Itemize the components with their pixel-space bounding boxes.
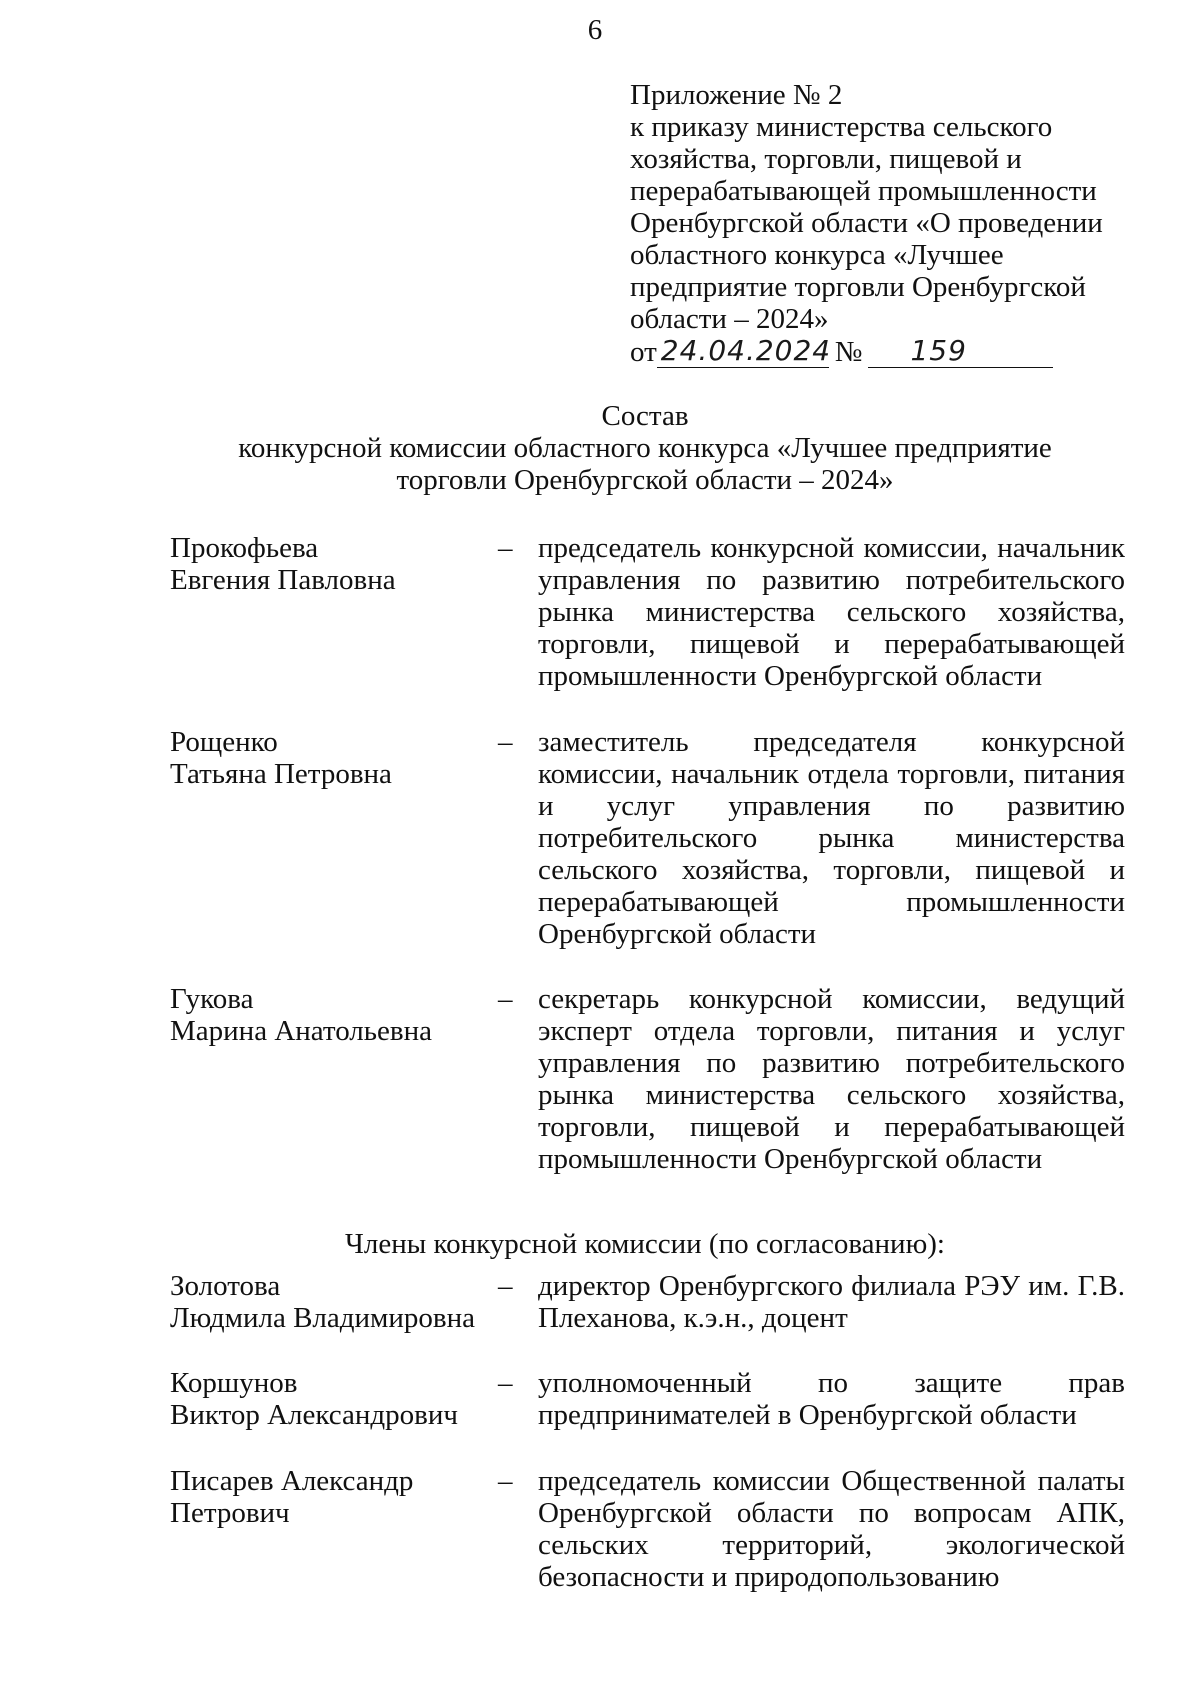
title-line: Состав (601, 400, 689, 432)
commission-row (170, 726, 1125, 950)
member-name (170, 983, 498, 1175)
appendix-line: области – 2024» (630, 303, 829, 335)
member-role: председатель конкурсной комиссии, начальник управления по развитию потребительского рынка министерства сельского хозяйства, торговли, пищевой и перерабатывающей промышленности Оренбургской области (538, 532, 1125, 692)
member-role: председатель комиссии Общественной палаты Оренбургской области по вопросам АПК, сельских территорий, экологической безопасности и природопользованию (538, 1465, 1125, 1593)
given-names: Виктор Александрович (170, 1399, 458, 1431)
surname: Гукова (170, 983, 254, 1015)
member-name (170, 1465, 498, 1593)
surname: Писарев Александр (170, 1465, 414, 1497)
document-title (0, 400, 1200, 496)
appendix-line: к приказу министерства сельского (630, 111, 1053, 143)
commission-row (170, 1270, 1125, 1334)
appendix-line: хозяйства, торговли, пищевой и (630, 143, 1022, 175)
given-names: Людмила Владимировна (170, 1302, 475, 1334)
commission-row (170, 1465, 1125, 1593)
page-number: 6 (587, 14, 603, 46)
dash: – (498, 726, 513, 758)
member-name (170, 1367, 498, 1431)
member-name (170, 1270, 498, 1334)
member-role: заместитель председателя конкурсной комиссии, начальник отдела торговли, питания и услуг управления по развитию потребительского рынка министерства сельского хозяйства, торговли, пищевой и перерабатывающей промышленности Оренбургской области (538, 726, 1125, 950)
given-names: Марина Анатольевна (170, 1015, 432, 1047)
commission-row (170, 532, 1125, 692)
appendix-line: перерабатывающей промышленности (630, 175, 1097, 207)
member-role: уполномоченный по защите прав предпринимателей в Оренбургской области (538, 1367, 1125, 1431)
number-prefix: № (834, 336, 863, 368)
dash: – (498, 1270, 513, 1302)
dash: – (498, 1367, 513, 1399)
commission-row (170, 983, 1125, 1175)
appendix-line: областного конкурса «Лучшее (630, 239, 1004, 271)
surname: Золотова (170, 1270, 281, 1302)
surname: Рощенко (170, 726, 278, 758)
appendix-line: Оренбургской области «О проведении (630, 207, 1103, 239)
surname: Коршунов (170, 1367, 298, 1399)
date-prefix: от (630, 336, 657, 368)
member-role: директор Оренбургского филиала РЭУ им. Г.В. Плеханова, к.э.н., доцент (538, 1270, 1125, 1334)
surname: Прокофьева (170, 532, 319, 564)
appendix-line: Приложение № 2 (630, 79, 843, 111)
handwritten-order-number: 159 (868, 335, 1053, 368)
given-names: Петрович (170, 1497, 290, 1529)
member-name (170, 532, 498, 692)
dash: – (498, 1465, 513, 1497)
appendix-line: предприятие торговли Оренбургской (630, 271, 1086, 303)
commission-row (170, 1367, 1125, 1431)
handwritten-date: 24.04.2024 (657, 335, 829, 368)
member-name (170, 726, 498, 950)
appendix-block (630, 79, 1103, 368)
order-date-number-line (630, 335, 1100, 368)
dash: – (498, 532, 513, 564)
title-line: конкурсной комиссии областного конкурса «Лучшее предприятие (238, 432, 1052, 464)
members-heading: Члены конкурсной комиссии (по согласованию): (345, 1228, 945, 1260)
title-line: торговли Оренбургской области – 2024» (396, 464, 894, 496)
given-names: Евгения Павловна (170, 564, 396, 596)
member-role: секретарь конкурсной комиссии, ведущий эксперт отдела торговли, питания и услуг управления по развитию потребительского рынка министерства сельского хозяйства, торговли, пищевой и перерабатывающей промышленности Оренбургской области (538, 983, 1125, 1175)
dash: – (498, 983, 513, 1015)
given-names: Татьяна Петровна (170, 758, 392, 790)
